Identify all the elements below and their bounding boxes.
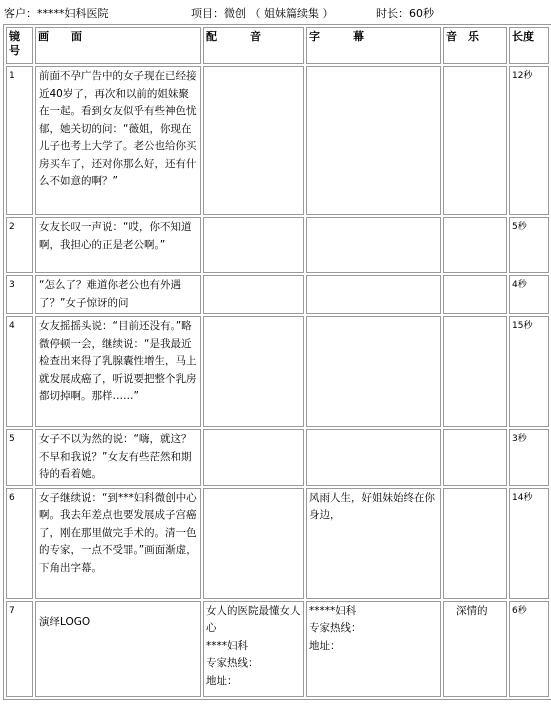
length-cell: 12秒 — [509, 66, 549, 215]
subtitle-cell — [306, 66, 441, 215]
shot-number: 7 — [6, 601, 33, 697]
subtitle-line: 专家热线： — [309, 622, 362, 634]
picture-description: 女子继续说：“到***妇科微创中心啊。我去年差点也要发展成子宫癌了，刚在那里做完手术的。清一色的专家，一点不受罪。”画面渐虚，下角出字幕。 — [35, 488, 201, 599]
column-header-music: 音 乐 — [443, 27, 507, 64]
voice-line: 地址： — [206, 674, 238, 687]
table-row — [6, 217, 549, 273]
voice-cell — [203, 66, 304, 215]
length-cell: 15秒 — [509, 316, 549, 427]
shot-number: 6 — [6, 488, 33, 599]
table-row — [6, 275, 549, 314]
voice-cell — [203, 429, 304, 486]
subtitle-cell — [306, 275, 441, 314]
table-row — [6, 316, 549, 427]
shot-number: 2 — [6, 217, 33, 273]
picture-description: 前面不孕广告中的女子现在已经接近40岁了，再次和以前的姐妹聚在一起。看到女友似乎有些神色忧郁，她关切的问：“薇姐，你现在儿子也考上大学了。老公也给你买房买车了，还对你那么好，还有什么不如意的啊？” — [35, 66, 201, 215]
voice-cell — [203, 488, 304, 599]
document-header — [4, 4, 549, 24]
music-cell — [443, 66, 507, 215]
length-cell: 5秒 — [509, 217, 549, 273]
subtitle-cell — [306, 601, 441, 697]
column-header-shot: 镜号 — [6, 27, 33, 64]
music-cell — [443, 275, 507, 314]
subtitle-cell: 风雨人生，好姐妹始终在你身边， — [306, 488, 441, 599]
music-cell — [443, 316, 507, 427]
storyboard-table — [3, 24, 551, 700]
voice-cell — [203, 217, 304, 273]
column-header-voice: 配 音 — [203, 27, 304, 64]
picture-description: “怎么了？难道你老公也有外遇了？”女子惊讶的问 — [35, 275, 201, 314]
length-cell: 4秒 — [509, 275, 549, 314]
table-row — [6, 488, 549, 599]
picture-description: 女友长叹一声说：“哎，你不知道啊，我担心的正是老公啊。” — [35, 217, 201, 273]
subtitle-cell — [306, 429, 441, 486]
subtitle-line: 地址： — [309, 639, 341, 652]
voice-cell — [203, 601, 304, 697]
column-header-picture: 画 面 — [35, 27, 201, 64]
music-cell — [443, 217, 507, 273]
voice-cell — [203, 275, 304, 314]
subtitle-cell — [306, 316, 441, 427]
music-cell — [443, 429, 507, 486]
table-row — [6, 66, 549, 215]
length-cell: 3秒 — [509, 429, 549, 486]
picture-description: 女友摇摇头说：“目前还没有。”略微停顿一会，继续说：“是我最近检查出来得了乳腺囊性增生，马上就发展成癌了，听说要把整个乳房都切掉啊。那样……” — [35, 316, 201, 427]
client-label: 客户：*****妇科医院 — [4, 7, 109, 20]
voice-line: 专家热线： — [206, 657, 259, 669]
picture-description: 女子不以为然的说：“嗨，就这？不早和我说？”女友有些茫然和期待的看着她。 — [35, 429, 201, 486]
shot-number: 5 — [6, 429, 33, 486]
voice-cell — [203, 316, 304, 427]
duration-label: 时长：60秒 — [376, 7, 434, 20]
subtitle-cell — [306, 217, 441, 273]
voice-line: ****妇科 — [206, 639, 248, 652]
length-cell: 6秒 — [509, 601, 549, 697]
picture-description: 演绎LOGO — [35, 601, 201, 697]
column-header-length: 长度 — [509, 27, 549, 64]
table-row — [6, 429, 549, 486]
table-row — [6, 601, 549, 697]
project-label: 项目：微创 （ 姐妹篇续集 ） — [191, 7, 334, 20]
column-header-subtitle: 字 幕 — [306, 27, 441, 64]
music-cell — [443, 488, 507, 599]
shot-number: 1 — [6, 66, 33, 215]
voice-line: 女人的医院最懂女人心 — [206, 604, 301, 634]
table-header-row — [6, 27, 549, 64]
shot-number: 3 — [6, 275, 33, 314]
shot-number: 4 — [6, 316, 33, 427]
music-cell: 深情的 — [443, 601, 507, 697]
length-cell: 14秒 — [509, 488, 549, 599]
subtitle-line: *****妇科 — [309, 604, 357, 617]
